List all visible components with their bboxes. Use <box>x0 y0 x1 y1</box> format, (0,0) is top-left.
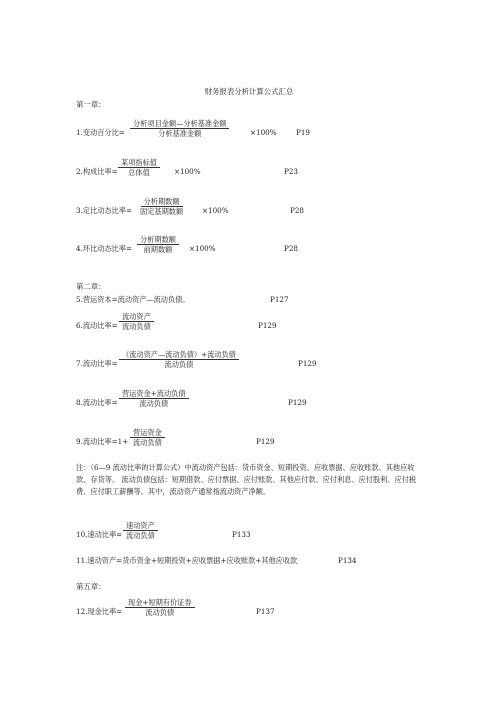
formula-9-lhs: 9.流动比率=1+ <box>76 437 129 446</box>
chapter-2-heading: 第二章： <box>76 282 106 291</box>
formula-10-numerator: 速动资产 <box>123 522 158 531</box>
formula-10-page: P133 <box>232 530 251 539</box>
formula-3-fraction <box>137 198 186 215</box>
formula-4-numerator: 分析期数额 <box>137 236 179 245</box>
formula-11-text: 11.速动资产=货币资金+短期投资+应收票据+应收账款+其他应收款 <box>76 556 298 565</box>
formula-12-denominator: 流动负债 <box>145 608 175 618</box>
formula-2-fraction <box>118 159 160 176</box>
formula-3-denominator: 固定基期数额 <box>140 207 184 217</box>
formula-1-denominator: 分析基准金额 <box>158 129 202 139</box>
formula-3-multiplier: ×100% <box>202 206 229 215</box>
formula-6-denominator: 流动负债 <box>122 322 151 332</box>
formula-9-page: P129 <box>256 437 275 446</box>
formula-12-fraction <box>125 599 195 616</box>
formula-9-fraction <box>130 429 165 446</box>
formula-1-fraction <box>130 120 229 137</box>
formula-11-page: P134 <box>338 556 357 565</box>
formula-9-denominator: 流动负债 <box>133 438 162 448</box>
formula-7-denominator: 流动负债 <box>164 360 194 370</box>
formula-4-multiplier: ×100% <box>189 244 216 253</box>
formula-7-lhs: 7.流动比率= <box>76 359 118 368</box>
formula-4-page: P28 <box>284 244 298 253</box>
formula-8-numerator: 营运资金+流动负债 <box>119 390 189 399</box>
formula-7-numerator: （流动资产—流动负债）+流动负债 <box>119 351 239 360</box>
formula-2-lhs: 2.构成比率= <box>76 167 118 176</box>
formula-2-numerator: 某项指标值 <box>118 159 160 168</box>
formula-1-numerator: 分析项目金额—分析基准金额 <box>130 120 229 129</box>
formula-1-lhs: 1.变动百分比= <box>76 128 125 137</box>
formula-10-fraction <box>123 522 158 539</box>
formula-4-denominator: 前期数额 <box>143 245 173 255</box>
formula-8-denominator: 流动负债 <box>139 399 169 409</box>
chapter-1-heading: 第一章： <box>76 100 106 109</box>
formula-5-text: 5.营运资本=流动资产—流动负债。 <box>76 295 190 304</box>
formula-3-page: P28 <box>290 206 304 215</box>
formula-2-page: P23 <box>284 167 298 176</box>
formula-4-fraction <box>137 236 179 253</box>
formula-3-lhs: 3.定比动态比率= <box>76 206 133 215</box>
chapter-5-heading: 第五章： <box>76 582 106 591</box>
formula-3-numerator: 分析期数额 <box>141 198 183 207</box>
formula-8-page: P129 <box>288 398 307 407</box>
formula-5-page: P127 <box>270 295 289 304</box>
formula-7-fraction <box>119 351 239 368</box>
formula-6-numerator: 流动资产 <box>119 313 154 322</box>
formula-2-denominator: 总体值 <box>128 168 150 178</box>
formula-8-lhs: 8.流动比率= <box>76 398 118 407</box>
formula-9-numerator: 营运资金 <box>130 429 165 438</box>
formula-6-lhs: 6.流动比率= <box>76 321 118 330</box>
formula-1-page: P19 <box>296 128 310 137</box>
formula-12-numerator: 现金+短期有价证券 <box>125 599 195 608</box>
formula-2-multiplier: ×100% <box>174 167 201 176</box>
note-paragraph: 注：（6—9 流动比率的计算公式）中流动资产包括：货币资金、短期投资、应收票据、应收账款、其他应收款、存货等。 流动负债包括：短期借款、应付票据、应付账款、其他应付款、应付利息、应付股利、应付税费、应付职工薪酬等。其中，流动资产通常指流动资产净额。 <box>76 463 417 496</box>
formula-1-multiplier: ×100% <box>250 128 277 137</box>
formula-10-lhs: 10.速动比率= <box>76 530 123 539</box>
formula-6-fraction <box>119 313 154 330</box>
formula-12-lhs: 12.现金比率= <box>76 607 123 616</box>
formula-10-denominator: 流动负债 <box>126 531 155 541</box>
formula-6-page: P129 <box>258 321 277 330</box>
document-title: 财务报表分析计算公式汇总 <box>204 87 294 96</box>
formula-8-fraction <box>119 390 189 407</box>
formula-12-page: P137 <box>256 607 275 616</box>
formula-4-lhs: 4.环比动态比率= <box>76 244 133 253</box>
formula-7-page: P129 <box>298 359 317 368</box>
